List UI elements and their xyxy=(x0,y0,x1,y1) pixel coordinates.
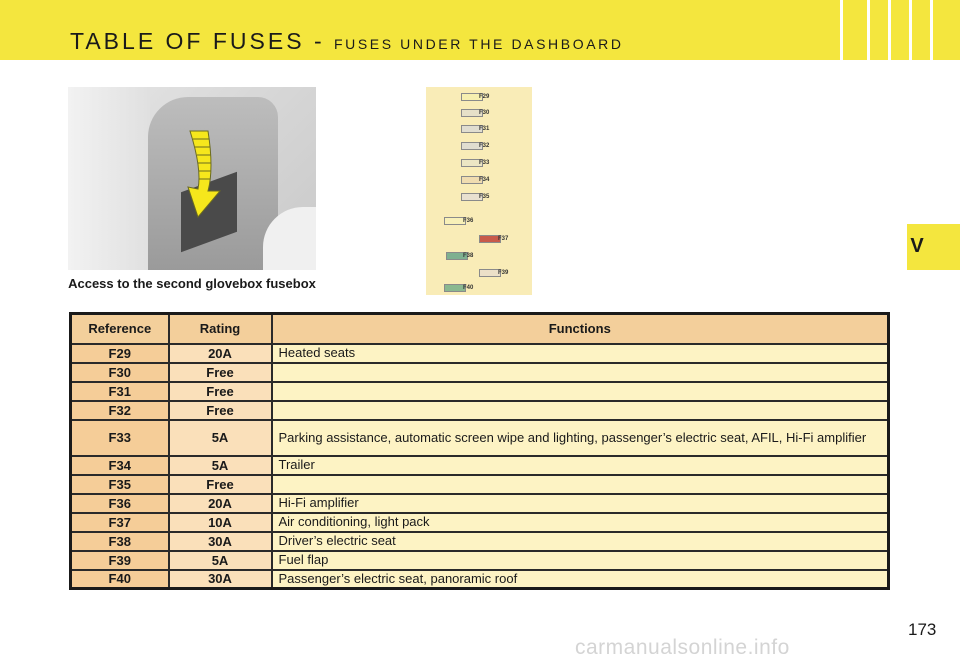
page-number: 173 xyxy=(908,620,937,639)
fuse-label: F35 xyxy=(479,194,490,200)
cell-function: Hi-Fi amplifier xyxy=(272,494,889,513)
cell-reference: F38 xyxy=(71,532,169,551)
title-sub: FUSES UNDER THE DASHBOARD xyxy=(334,36,624,52)
cell-rating: Free xyxy=(169,363,272,382)
cell-reference: F30 xyxy=(71,363,169,382)
cell-function: Passenger’s electric seat, panoramic roof xyxy=(272,570,889,589)
cell-function xyxy=(272,401,889,420)
glovebox-photo xyxy=(68,87,316,270)
cell-reference: F36 xyxy=(71,494,169,513)
fuse-label: F31 xyxy=(479,126,490,132)
cell-rating: 20A xyxy=(169,494,272,513)
header-rating: Rating xyxy=(169,314,272,344)
fuse-label: F36 xyxy=(463,218,474,224)
cell-reference: F31 xyxy=(71,382,169,401)
fuse-label: F30 xyxy=(479,110,490,116)
cell-function xyxy=(272,363,889,382)
fusebox-diagram xyxy=(426,87,532,295)
cell-function: Fuel flap xyxy=(272,551,889,570)
fuse-label: F29 xyxy=(479,94,490,100)
cell-rating: Free xyxy=(169,401,272,420)
table-row xyxy=(71,570,889,589)
photo-kick-panel xyxy=(68,87,150,270)
cell-reference: F32 xyxy=(71,401,169,420)
fuse-label: F37 xyxy=(498,236,509,242)
table-row xyxy=(71,456,889,475)
watermark: carmanualsonline.info xyxy=(575,636,790,659)
cell-rating: Free xyxy=(169,475,272,494)
table-row xyxy=(71,401,889,420)
page-title xyxy=(70,28,624,55)
cell-rating: 30A xyxy=(169,532,272,551)
stripe xyxy=(909,0,925,60)
cell-reference: F33 xyxy=(71,420,169,456)
table-row xyxy=(71,513,889,532)
header-stripes xyxy=(835,0,946,60)
table-row xyxy=(71,382,889,401)
cell-function: Air conditioning, light pack xyxy=(272,513,889,532)
table-row xyxy=(71,532,889,551)
fuse-label: F34 xyxy=(479,177,490,183)
header-band xyxy=(0,0,960,60)
cell-reference: F34 xyxy=(71,456,169,475)
title-main: TABLE OF FUSES - xyxy=(70,28,325,54)
cell-function xyxy=(272,382,889,401)
photo-caption: Access to the second glovebox fusebox xyxy=(68,276,316,291)
fuse-label: F38 xyxy=(463,253,474,259)
cell-reference: F40 xyxy=(71,570,169,589)
cell-rating: 10A xyxy=(169,513,272,532)
cell-function: Trailer xyxy=(272,456,889,475)
header-reference: Reference xyxy=(71,314,169,344)
fuse-label: F32 xyxy=(479,143,490,149)
cell-function xyxy=(272,475,889,494)
cell-rating: 5A xyxy=(169,551,272,570)
fuse-label: F33 xyxy=(479,160,490,166)
fuse-label: F40 xyxy=(463,285,474,291)
table-row xyxy=(71,551,889,570)
cell-reference: F29 xyxy=(71,344,169,363)
cell-reference: F35 xyxy=(71,475,169,494)
table-row xyxy=(71,344,889,363)
chapter-letter: V xyxy=(910,235,924,257)
cell-rating: 5A xyxy=(169,456,272,475)
cell-rating: 30A xyxy=(169,570,272,589)
cell-rating: 5A xyxy=(169,420,272,456)
table-row xyxy=(71,475,889,494)
cell-rating: Free xyxy=(169,382,272,401)
arrow-down-icon xyxy=(186,129,226,219)
stripe xyxy=(888,0,904,60)
cell-function: Heated seats xyxy=(272,344,889,363)
stripe xyxy=(930,0,946,60)
stripe xyxy=(867,0,883,60)
header-functions: Functions xyxy=(272,314,889,344)
cell-reference: F37 xyxy=(71,513,169,532)
cell-function: Parking assistance, automatic screen wipe and lighting, passenger’s electric seat, AFIL, Hi-Fi amplifier xyxy=(272,420,889,456)
cell-rating: 20A xyxy=(169,344,272,363)
stripe xyxy=(840,0,862,60)
fuse-label: F39 xyxy=(498,270,509,276)
fuse-table xyxy=(69,312,890,590)
table-row xyxy=(71,363,889,382)
table-row xyxy=(71,420,889,456)
table-row xyxy=(71,494,889,513)
chapter-tab xyxy=(907,224,960,270)
cell-reference: F39 xyxy=(71,551,169,570)
cell-function: Driver’s electric seat xyxy=(272,532,889,551)
table-header-row xyxy=(71,314,889,344)
